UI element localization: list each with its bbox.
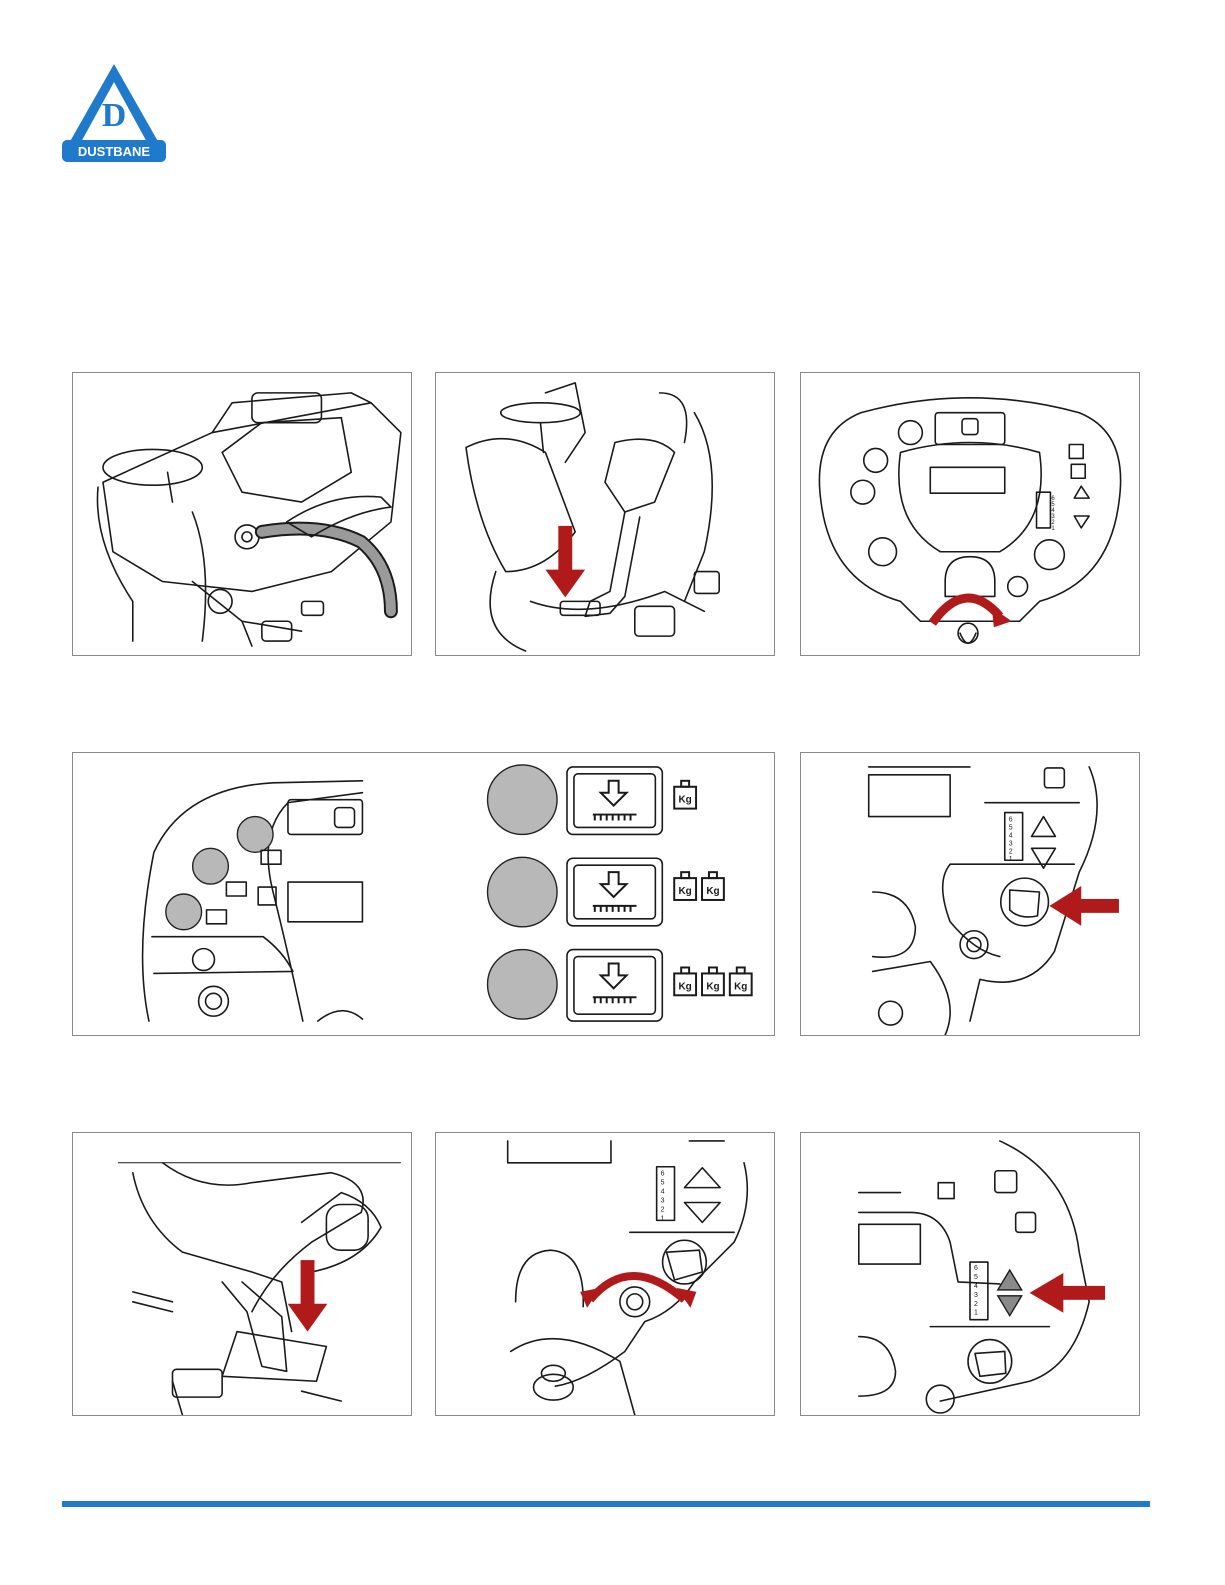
svg-text:4: 4	[1051, 508, 1055, 515]
svg-text:5: 5	[973, 1273, 978, 1281]
flow-scale	[1009, 817, 1013, 864]
svg-text:6: 6	[1051, 496, 1055, 503]
dustbane-logo	[60, 60, 168, 164]
svg-text:2: 2	[660, 1206, 665, 1214]
logo-wordmark: DUSTBANE	[77, 144, 151, 159]
flow-scale	[1051, 496, 1055, 532]
flow-scale	[974, 1265, 978, 1317]
console-left-detail	[143, 781, 363, 1021]
hose-fill-icon	[262, 496, 391, 611]
svg-text:3: 3	[1051, 513, 1055, 520]
svg-text:Kg: Kg	[678, 886, 692, 897]
panel-fill-tank	[72, 372, 412, 656]
pressure-level-1	[488, 765, 697, 835]
svg-text:Kg: Kg	[678, 981, 692, 993]
red-down-arrow-icon	[288, 1260, 328, 1331]
svg-text:3: 3	[973, 1291, 978, 1299]
red-left-arrow-icon	[1049, 886, 1119, 926]
svg-text:5: 5	[1051, 502, 1055, 509]
svg-text:1: 1	[1008, 856, 1013, 864]
svg-text:1: 1	[1051, 525, 1055, 532]
svg-text:6: 6	[660, 1170, 665, 1178]
flow-scale	[661, 1171, 665, 1223]
rotate-arrow-icon	[580, 1276, 696, 1308]
svg-text:2: 2	[973, 1300, 978, 1308]
weight-icon	[674, 967, 696, 995]
panel-knob-select	[800, 752, 1140, 1036]
svg-text:Kg: Kg	[706, 981, 720, 993]
svg-text:4: 4	[1008, 832, 1013, 840]
rotate-arrow-icon	[932, 598, 1011, 627]
red-down-arrow-icon	[545, 526, 585, 597]
footer-rule	[62, 1501, 1150, 1507]
red-left-arrow-icon	[1030, 1273, 1105, 1313]
svg-text:2: 2	[1008, 848, 1013, 856]
svg-text:3: 3	[1008, 840, 1013, 848]
svg-text:3: 3	[660, 1197, 665, 1205]
svg-text:1: 1	[973, 1309, 978, 1317]
svg-text:4: 4	[660, 1188, 665, 1196]
svg-text:4: 4	[973, 1282, 978, 1290]
svg-text:5: 5	[1008, 824, 1013, 832]
svg-text:Kg: Kg	[678, 794, 692, 806]
svg-text:2: 2	[1051, 519, 1055, 526]
svg-text:Kg: Kg	[734, 981, 748, 993]
panel-flow-buttons	[800, 1132, 1140, 1416]
panel-pedal-press	[435, 372, 775, 656]
panel-brush-pressure	[72, 752, 775, 1036]
seated-operator-illustration	[466, 383, 719, 651]
pressure-level-2	[488, 857, 724, 927]
weight-icon	[730, 967, 752, 995]
weight-icon	[674, 781, 696, 809]
machine-illustration	[97, 393, 400, 646]
svg-text:5: 5	[660, 1179, 665, 1187]
weight-icon	[702, 967, 724, 995]
svg-text:6: 6	[973, 1265, 978, 1273]
weight-icon	[674, 872, 696, 900]
pressure-level-3	[488, 950, 752, 1021]
logo-letter: D	[101, 97, 127, 134]
weight-icon	[702, 872, 724, 900]
panel-key-turn	[800, 372, 1140, 656]
svg-text:1: 1	[660, 1215, 665, 1223]
control-console-illustration	[819, 398, 1120, 643]
panel-speed-dial	[435, 1132, 775, 1416]
panel-pedal-step	[72, 1132, 412, 1416]
svg-text:6: 6	[1008, 816, 1013, 824]
svg-text:Kg: Kg	[706, 886, 720, 897]
operator-top-view-illustration	[118, 1163, 401, 1415]
